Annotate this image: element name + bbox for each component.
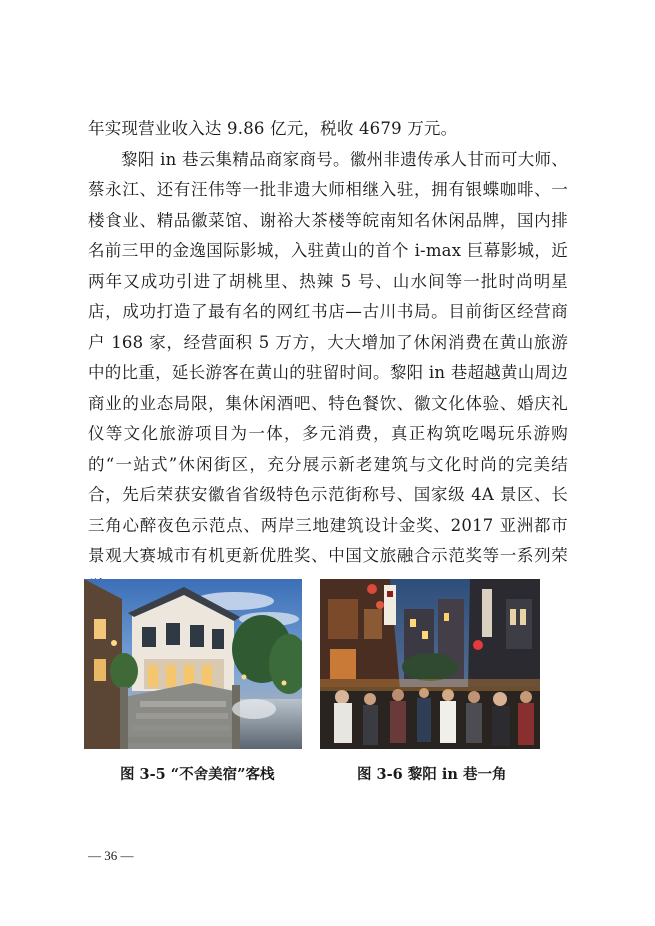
paragraph-liyang-in-lane: 黎阳 in 巷云集精品商家商号。徽州非遗传承人甘而可大师、蔡永江、还有汪伟等一批非遗大师相继入驻，拥有银蝶咖啡、一楼食业、精品徽菜馆、谢裕大茶楼等皖南知名休闲品牌，国内排名前三甲的金逸国际影城，入驻黄山的首个 i-max 巨幕影城，近两年又成功引进了胡桃里、热辣 5 号、山水间等一批时尚明星店，成功打造了最有名的网红书店—古川书局。目前街区经营商户 168 家，经营面积 5 万方，大大增加了休闲消费在黄山旅游中的比重，延长游客在黄山的驻留时间。黎阳 in 巷超越黄山周边商业的业态局限，集休闲酒吧、特色餐饮、徽文化体验、婚庆礼仪等文化旅游项目为一体，多元消费，真正构筑吃喝玩乐游购的“一站式”休闲街区，充分展示新老建筑与文化时尚的完美结合，先后荣获安徽省省级特色示范街称号、国家级 4A 景区、长三角心醉夜色示范点、两岸三地建筑设计金奖、2017 亚洲都市景观大赛城市有机更新优胜奖、中国文旅融合示范奖等一系列荣: [88, 149, 568, 565]
street-scene-photo-image: [320, 579, 540, 749]
figure-guesthouse-photo: [84, 579, 302, 749]
body-text: [88, 114, 568, 602]
page-number: — 36 —: [88, 848, 134, 863]
paragraph-continuation: 年实现营业收入达 9.86 亿元，税收 4679 万元。: [88, 119, 458, 138]
guesthouse-photo-image: [84, 579, 302, 749]
figure-caption-3-5: 图 3-5 “不舍美宿”客栈: [120, 766, 275, 783]
figure-caption-3-6: 图 3-6 黎阳 in 巷一角: [357, 766, 507, 783]
figure-street-scene-photo: [320, 579, 540, 749]
